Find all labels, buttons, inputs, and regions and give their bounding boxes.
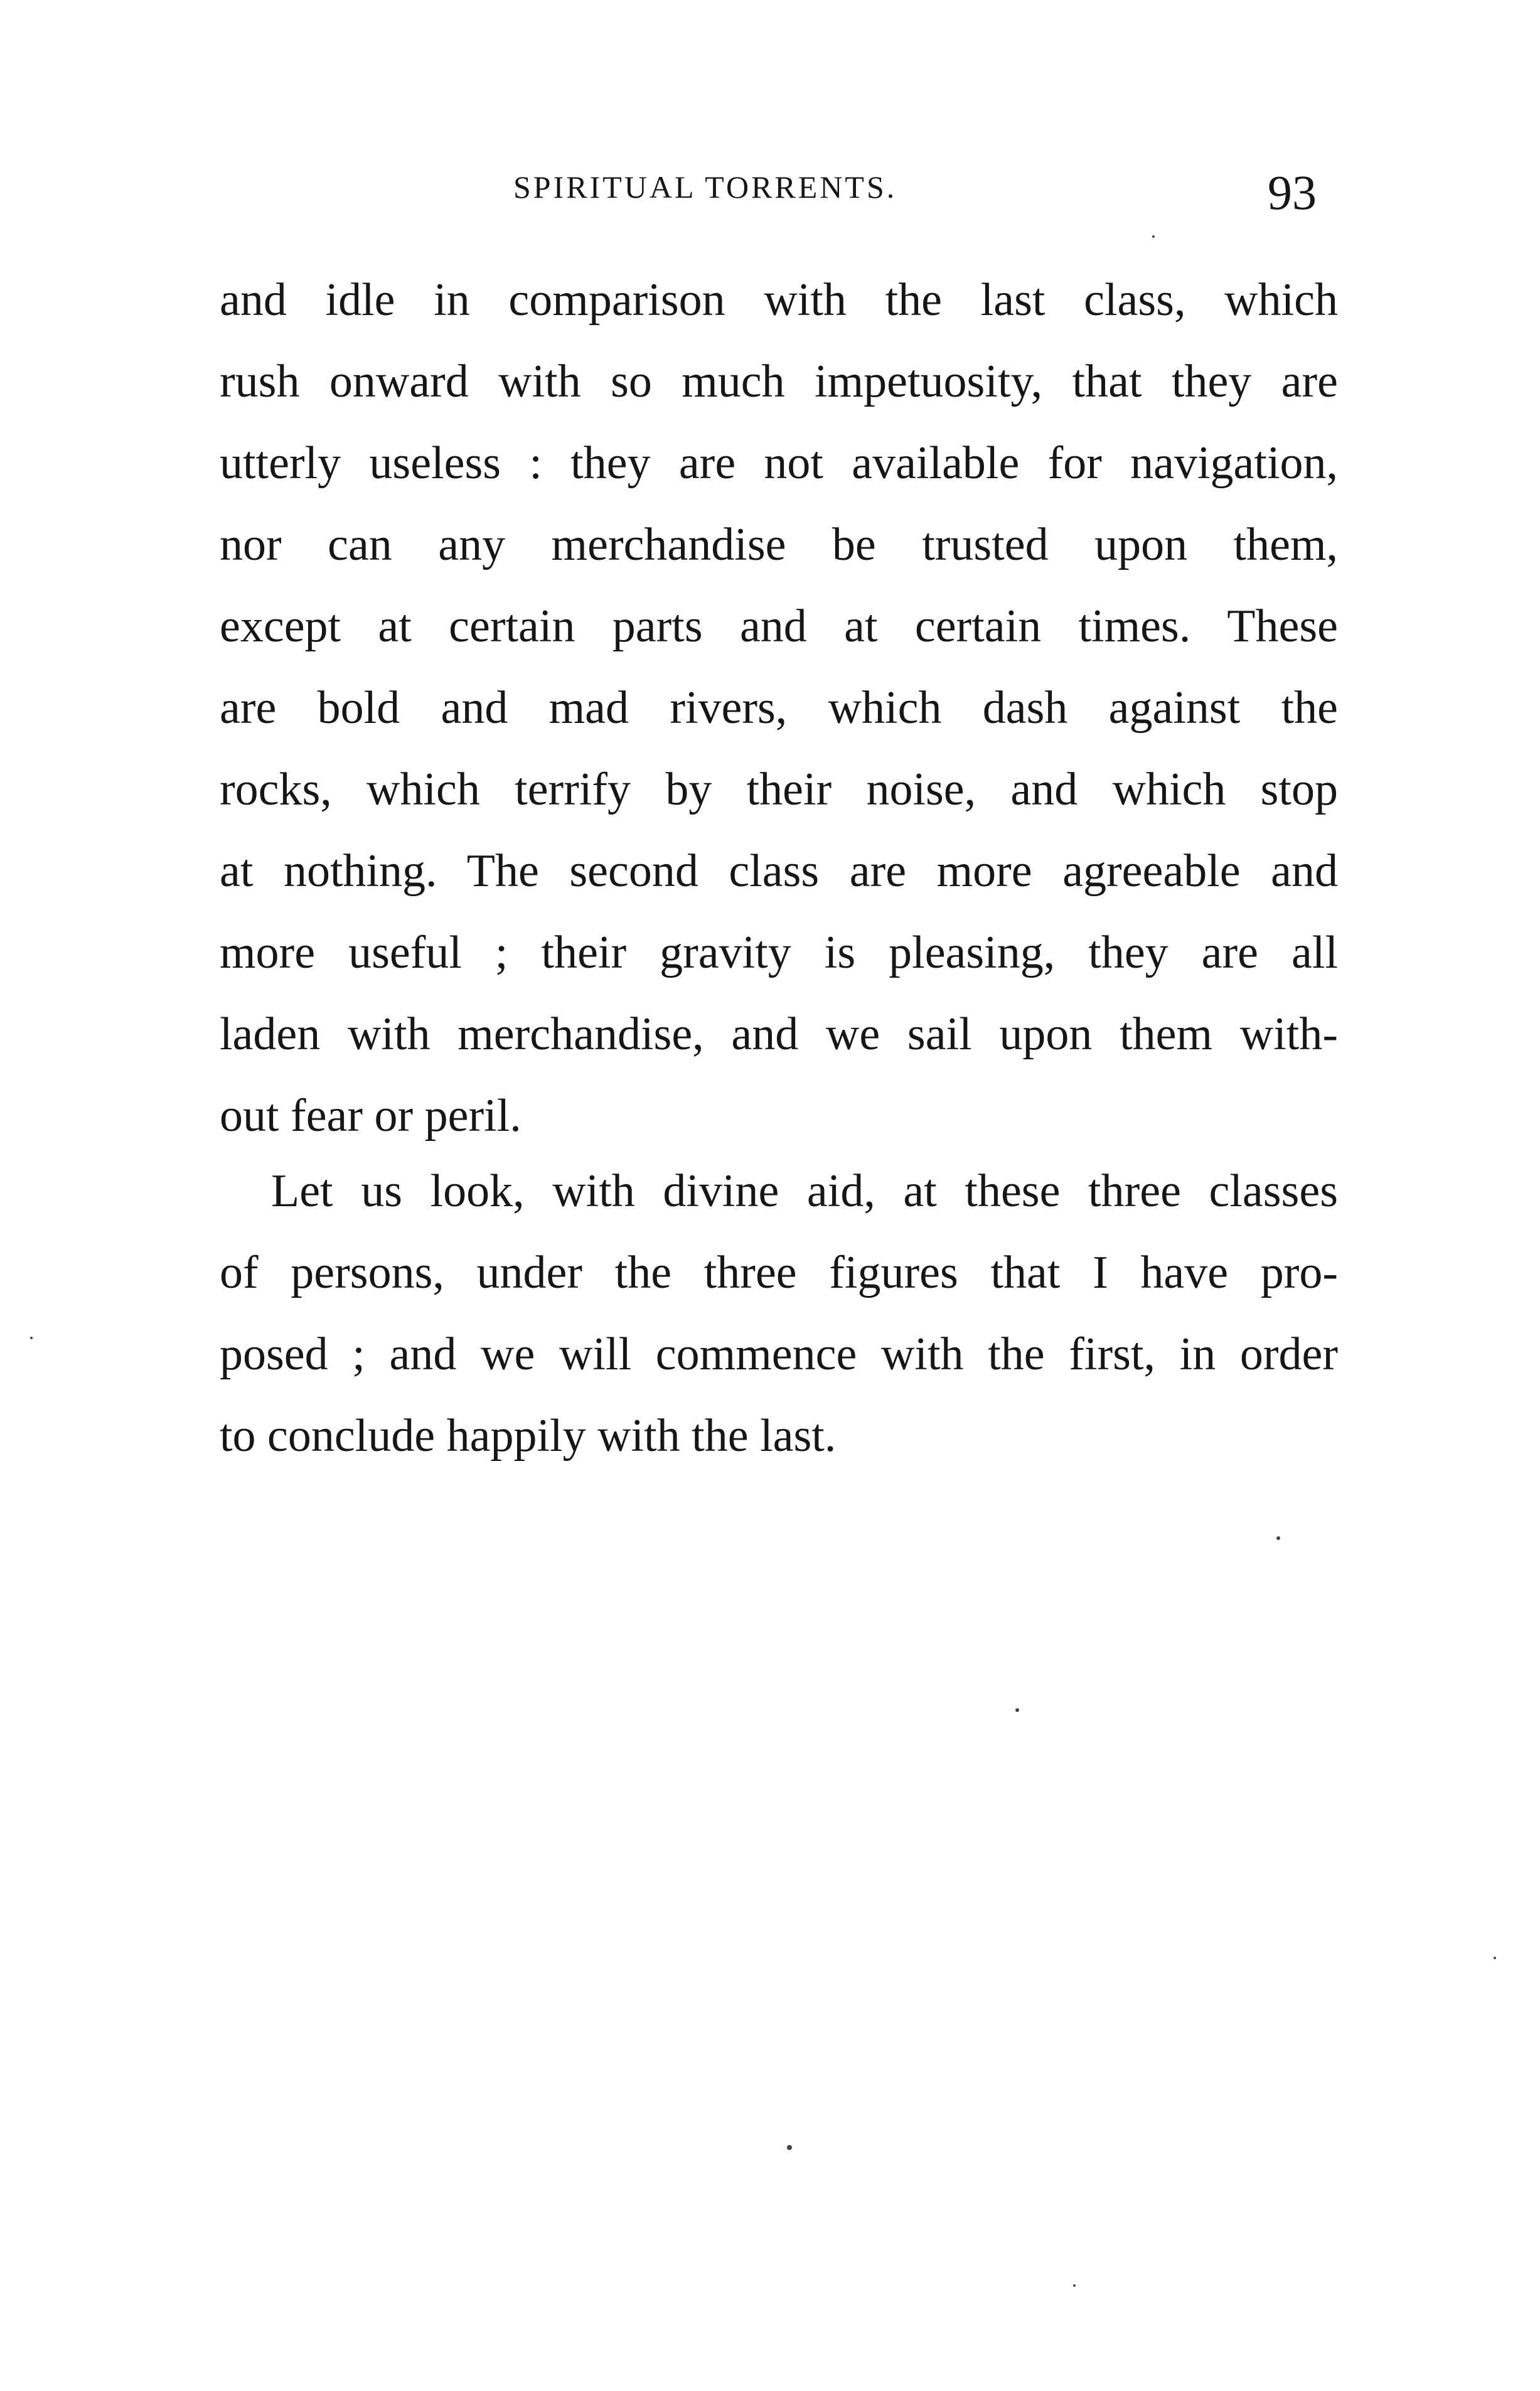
print-speck: [1276, 1536, 1280, 1540]
text-line: posed ; and we will commence with the first, in order: [220, 1329, 1338, 1380]
text-line: at nothing. The second class are more agreeable and: [220, 845, 1338, 897]
print-speck: [1494, 1957, 1496, 1959]
text-line: utterly useless : they are not available for navigation,: [220, 437, 1338, 489]
text-line: more useful ; their gravity is pleasing, they are all: [220, 927, 1338, 978]
text-line: of persons, under the three figures that I have pro-: [220, 1247, 1338, 1298]
text-line: rush onward with so much impetuosity, that they are: [220, 356, 1338, 407]
print-speck: [1152, 235, 1155, 238]
text-line: to conclude happily with the last.: [220, 1410, 837, 1462]
text-line: out fear or peril.: [220, 1090, 521, 1142]
print-speck: [787, 2145, 792, 2150]
text-line: laden with merchandise, and we sail upon them with-: [220, 1008, 1338, 1060]
text-line: Let us look, with divine aid, at these three classes: [271, 1165, 1338, 1217]
print-speck: [30, 1337, 33, 1339]
print-speck: [1073, 2284, 1076, 2287]
text-line: nor can any merchandise be trusted upon them,: [220, 519, 1338, 570]
text-line: except at certain parts and at certain times. These: [220, 601, 1338, 652]
print-speck: [1015, 1708, 1019, 1712]
running-header-title: SPIRITUAL TORRENTS.: [513, 169, 897, 205]
page-number: 93: [1268, 165, 1317, 220]
text-line: and idle in comparison with the last class, which: [220, 274, 1338, 326]
text-line: are bold and mad rivers, which dash against the: [220, 682, 1338, 734]
text-line: rocks, which terrify by their noise, and which stop: [220, 764, 1338, 815]
